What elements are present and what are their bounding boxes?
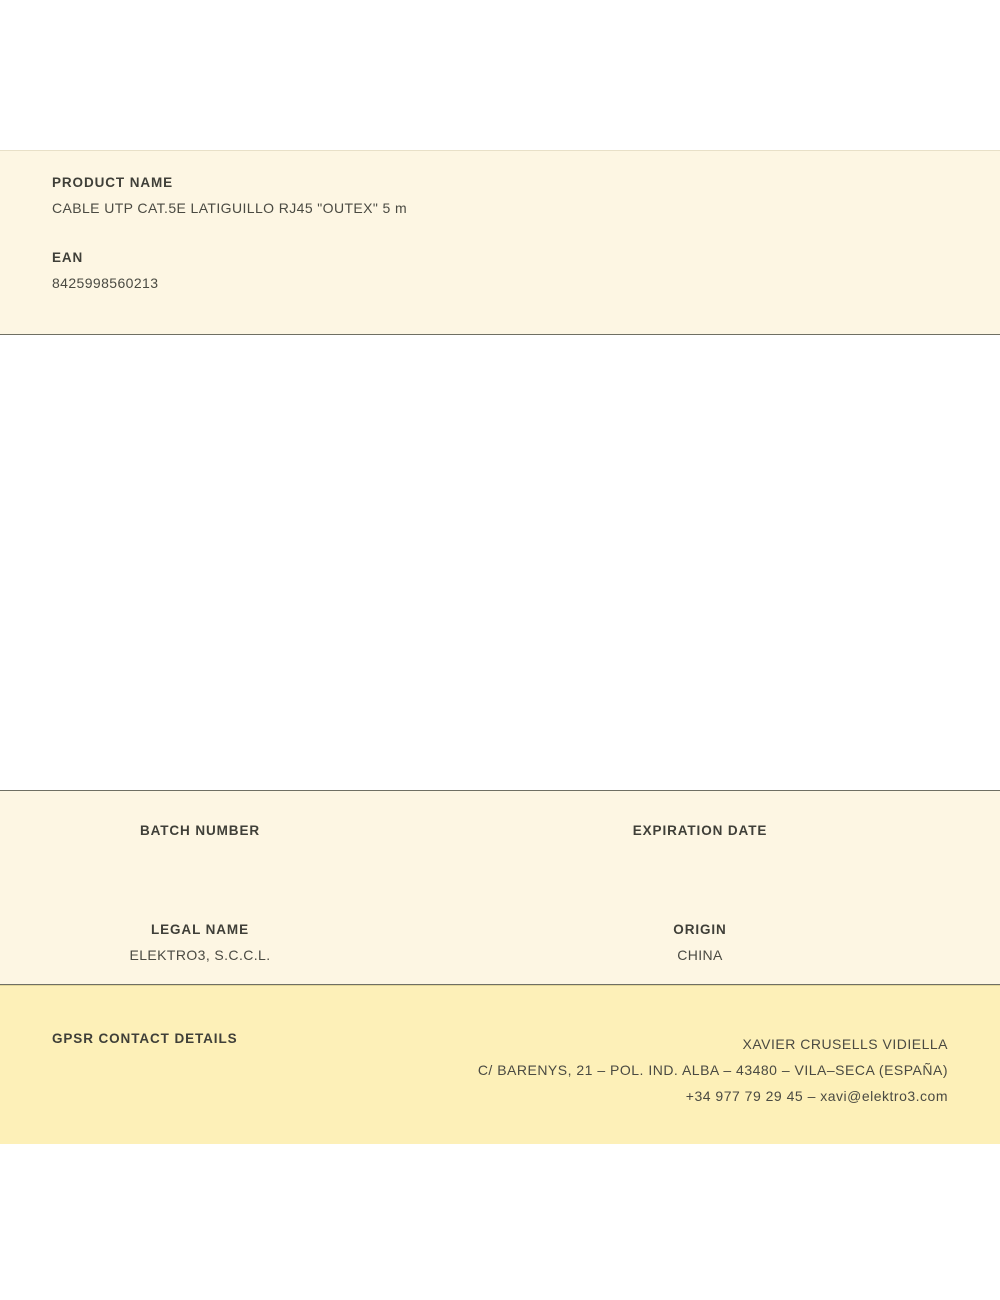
legal-name-cell	[0, 922, 500, 963]
gpsr-address: C/ BARENYS, 21 – POL. IND. ALBA – 43480 – VILA–SECA (ESPAÑA)	[477, 1062, 948, 1078]
meta-row-batch	[0, 791, 1000, 864]
product-name-label: PRODUCT NAME	[52, 175, 174, 190]
blank-content-area	[0, 335, 1000, 790]
product-name-field	[52, 175, 948, 216]
gpsr-contact-details	[478, 1031, 948, 1109]
ean-field	[52, 250, 948, 291]
product-meta-block	[0, 790, 1000, 985]
ean-label: EAN	[52, 250, 84, 265]
gpsr-phone-email: +34 977 79 29 45 – xavi@elektro3.com	[685, 1088, 948, 1104]
batch-number-cell	[0, 823, 500, 864]
expiration-date-value	[500, 848, 900, 864]
product-name-value: CABLE UTP CAT.5E LATIGUILLO RJ45 "OUTEX" 5 m	[52, 200, 408, 216]
origin-label: ORIGIN	[673, 922, 727, 937]
batch-number-label: BATCH NUMBER	[139, 823, 261, 838]
gpsr-contact-label: GPSR CONTACT DETAILS	[52, 1031, 238, 1046]
origin-cell	[500, 922, 1000, 963]
meta-row-legal	[0, 864, 1000, 963]
product-info-block	[0, 150, 1000, 335]
legal-name-label: LEGAL NAME	[150, 922, 249, 937]
batch-number-value	[0, 848, 400, 864]
gpsr-contact-name: XAVIER CRUSELLS VIDIELLA	[742, 1036, 948, 1052]
page-footer-blank	[0, 1145, 1000, 1300]
legal-name-value: ELEKTRO3, S.C.C.L.	[129, 947, 271, 963]
origin-value: CHINA	[677, 947, 723, 963]
ean-value: 8425998560213	[52, 275, 159, 291]
gpsr-contact-block	[0, 985, 1000, 1145]
expiration-date-label: EXPIRATION DATE	[632, 823, 768, 838]
expiration-date-cell	[500, 823, 1000, 864]
